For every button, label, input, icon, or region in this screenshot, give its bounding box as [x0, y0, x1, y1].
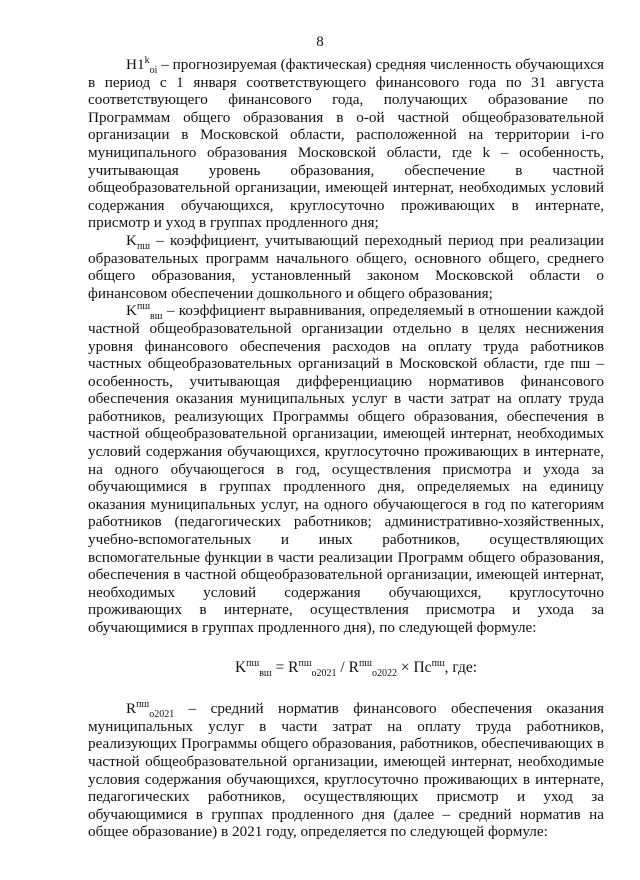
- paragraph-kpsh-definition: $K_{пш}$ – коэффициент, учитывающий переходный период при реализации образовательных программ начального общего, основного общего, среднего общего образования, установленный законом Московской области о финансовом обеспечении дошкольного и общего образования;: [88, 231, 604, 302]
- document-body: [88, 56, 604, 841]
- symbol-kpsh: $K_{пш}$: [126, 231, 151, 252]
- paragraph-kvsh-definition: $K^{пш}_{вш}$ – коэффициент выравнивания, определяемый в отношении каждой частной общеобразовательной организации отдельно в целях неснижения уровня финансового обеспечения расходов на оплату труда работников частных общеобразовательных организаций в Московской области, где пш – особенность, учитывающая дифференциацию нормативов финансового обеспечения оказания муниципальных услуг в части затрат на оплату труда работников, реализующих Программы общего образования, обеспечения в частной общеобразовательной организации, имеющей интернат, необходимых условий содержания обучающихся, круглосуточно проживающих в интернате, на одного обучающегося в год, осуществления присмотра и ухода за обучающимися в группах продленного дня, определяемых на единицу оказания муниципальных услуг, на одного обучающегося в год по категориям работников (педагогических работников; административно-хозяйственных, учебно-вспомогательных и иных работников, осуществляющих вспомогательные функции в части реализации Программ общего образования, обеспечения в частной общеобразовательной организации, имеющей интернат, необходимых условий содержания обучающихся, круглосуточно проживающих в интернате, осуществления присмотра и ухода за обучающимися в группах продленного дня), по следующей формуле:: [88, 301, 604, 636]
- symbol-r2021: $R^{пш}_{о2021}$: [126, 699, 175, 721]
- symbol-kvsh: $K^{пш}_{вш}$: [126, 301, 163, 323]
- page-number: 8: [316, 34, 324, 50]
- paragraph-h1-definition: $H1^k_{oi}$ – прогнозируемая (фактическая) средняя численность обучающихся в период с 1 января соответствующего финансового года по 31 августа соответствующего финансового года, получающих образование по Программам общего образования в о-ой частной общеобразовательной организации в Московской области, расположенной на территории i-го муниципального образования Московской области, где k – особенность, учитывающая уровень образования, обеспечение в частной общеобразовательной организации, имеющей интернат, необходимых условий содержания обучающихся, круглосуточно проживающих в интернате, присмотр и уход в группах продленного дня;: [88, 54, 604, 232]
- symbol-h1: $H1^k_{oi}$: [126, 54, 158, 77]
- paragraph-r2021-definition: $R^{пш}_{о2021}$ – средний норматив финансового обеспечения оказания муниципальных услуг в части затрат на оплату труда работников, реализующих Программы общего образования, работников, обеспечивающих в частной общеобразовательной организации, имеющей интернат, необходимые условия содержания обучающихся, круглосуточно проживающих в интернате, педагогических работников, осуществляющих присмотр и уход за обучающимися в группах продленного дня (далее – средний норматив на общее образование) в 2021 году, определяется по следующей формуле:: [88, 699, 604, 841]
- formula-kvsh: $K^{пш}_{вш} = R^{пш}_{о2021} / R^{пш}_{о2022} \times Пс^{пш}$, где:: [234, 657, 478, 679]
